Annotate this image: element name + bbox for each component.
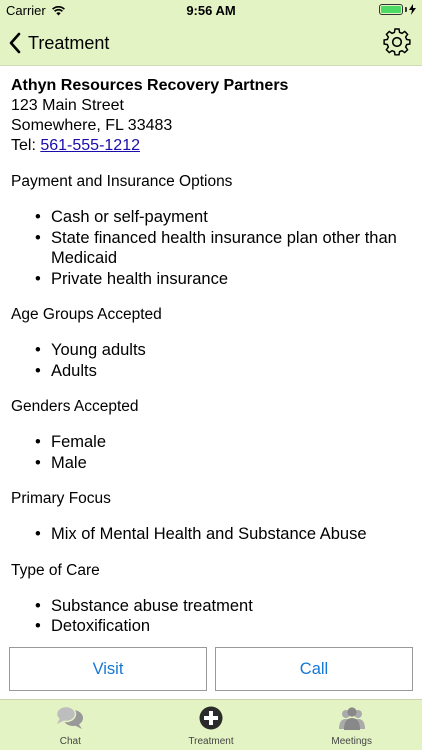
item-list — [11, 596, 411, 637]
carrier-label: Carrier — [6, 3, 46, 18]
phone-label: Tel: — [11, 137, 41, 154]
facility-card — [11, 76, 411, 156]
section-payment — [11, 172, 411, 289]
list-item: • Cash or self-payment — [35, 207, 411, 228]
list-item: • Private health insurance — [35, 269, 411, 290]
section-title: Genders Accepted — [11, 398, 139, 415]
plus-circle-icon — [197, 705, 225, 731]
list-item: • Mix of Mental Health and Substance Abuse — [35, 524, 411, 545]
item-list — [11, 432, 411, 473]
tab-label: Treatment — [188, 736, 234, 747]
list-item: • Young adults — [35, 340, 411, 361]
tab-meetings[interactable] — [281, 700, 422, 750]
charging-bolt-icon — [409, 4, 416, 15]
item-list — [11, 524, 411, 545]
tab-label: Chat — [59, 736, 81, 747]
phone-link[interactable]: 561-555-1212 — [40, 137, 140, 154]
list-item: • Male — [35, 453, 411, 474]
section-title: Age Groups Accepted — [11, 306, 162, 323]
item-list — [11, 340, 411, 381]
section-age-groups — [11, 305, 411, 381]
section-title: Type of Care — [11, 561, 100, 579]
people-icon — [338, 705, 366, 731]
facility-street: 123 Main Street — [11, 97, 124, 114]
list-item: • Female — [35, 432, 411, 453]
app-header — [0, 0, 422, 66]
gear-icon[interactable] — [382, 27, 412, 57]
facility-phone-row — [11, 136, 411, 156]
chevron-left-icon — [8, 32, 22, 54]
list-item: • Adults — [35, 361, 411, 382]
tab-label: Meetings — [331, 736, 372, 747]
action-bar — [0, 640, 422, 698]
tab-bar — [0, 699, 422, 750]
back-button[interactable] — [8, 26, 109, 60]
battery-icon — [379, 4, 403, 15]
section-title: Payment and Insurance Options — [11, 173, 233, 190]
section-genders — [11, 397, 411, 473]
call-button[interactable]: Call — [215, 647, 413, 691]
visit-button[interactable]: Visit — [9, 647, 207, 691]
battery-indicator — [379, 4, 416, 15]
facility-city: Somewhere, FL 33483 — [11, 117, 173, 134]
status-bar — [0, 0, 422, 22]
status-time: 9:56 AM — [186, 3, 236, 18]
treatment-details — [0, 66, 422, 640]
chat-bubbles-icon — [56, 705, 84, 731]
tab-treatment[interactable] — [141, 700, 282, 750]
list-item: • State financed health insurance plan other than Medicaid — [35, 228, 411, 269]
list-item: • Detoxification — [35, 616, 411, 637]
tab-chat[interactable] — [0, 700, 141, 750]
section-primary-focus — [11, 489, 411, 545]
item-list — [11, 207, 411, 289]
list-item: • Substance abuse treatment — [35, 596, 411, 617]
facility-name: Athyn Resources Recovery Partners — [11, 77, 289, 94]
section-type-of-care — [11, 561, 411, 637]
section-title: Primary Focus — [11, 490, 111, 507]
back-button-label: Treatment — [28, 32, 110, 53]
